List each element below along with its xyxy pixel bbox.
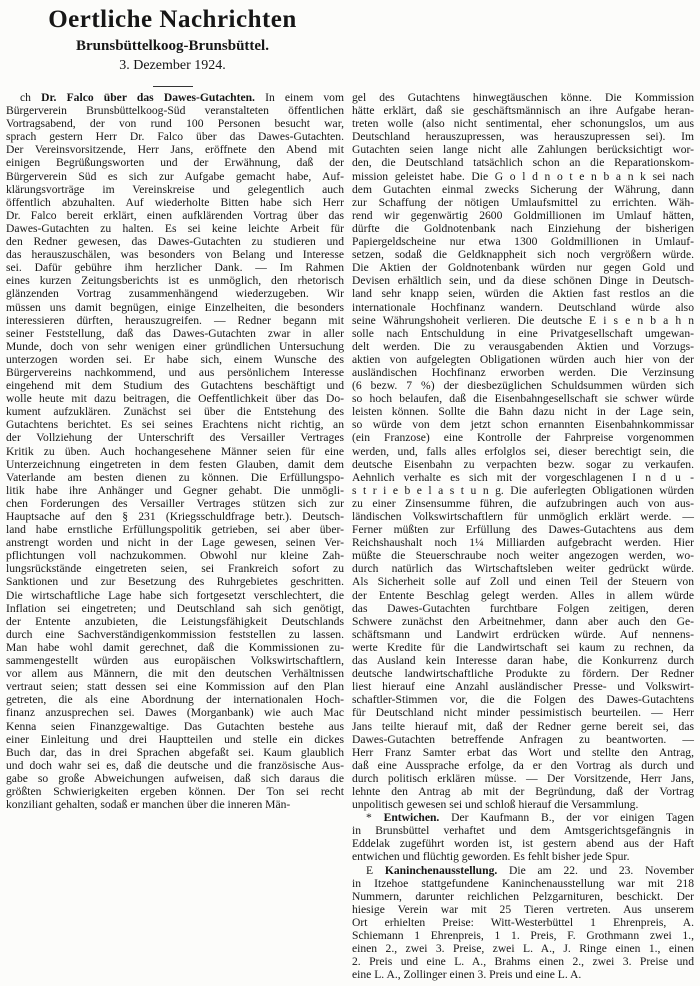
text-line: Als Sicherheit solle auf Zoll und einen Teil der Steuern von: [352, 575, 694, 589]
text-line: Eddelak zugeführt worden ist, ist gestern abend aus der Haft: [352, 837, 694, 851]
text-line: setzen, sodaß die Geldknappheit sich noch vergrößern würde.: [352, 248, 694, 262]
article-header: [0, 6, 345, 87]
text-line: Buch dar, das in drei Sprachen abgefaßt sei. Kaum glaublich: [6, 745, 344, 759]
text-line: wolle heute mit dazu beitragen, die Oeffentlichkeit über das Do-: [6, 392, 344, 406]
text-line: Ort erhielten Preise: Witt-Westerbüttel 1 Ehrenpreis, A.: [352, 915, 694, 929]
text-line: rend wir gegenwärtig 2600 Goldmillionen im Umlauf hätten,: [352, 208, 694, 222]
text-line: seine Währungshoheit verlieren. Die deutsche E i s e n b a h n: [352, 313, 694, 327]
text-line: Bürgervereins nachkommend, und aus persönlichem Interesse: [6, 365, 344, 379]
text-line: Bürgerverein Süd es sich zur Aufgabe gemacht habe, Auf-: [6, 169, 344, 183]
text-line: anstrengt worden und nicht in der Lage gewesen, seinen Ver-: [6, 536, 344, 550]
text-line: leisten können. Sollte die Bahn dazu nicht in der Lage sein,: [352, 405, 694, 419]
text-segment: *: [366, 811, 384, 825]
text-line: das Ausland kein Interesse daran habe, die Konkurrenz durch: [352, 654, 694, 668]
text-line: Jans teilte hierauf mit, daß der Redner gerne bereit sei, das: [352, 719, 694, 733]
text-line: schaftler-Stimmen vor, die die Folgen des Dawes-Gutachtens: [352, 693, 694, 707]
text-line: pflichtungen voll nachzukommen. Obwohl nur kleine Zah-: [6, 549, 344, 563]
text-line: land habe ernstliche Erfüllungspolitik getrieben, sei aber über-: [6, 523, 344, 537]
text-line: Dawes-Gutachten betreffende Anfragen zu beantworten. —: [352, 732, 694, 746]
text-line: dem Gutachten einmal zwecks Sicherung der Währung, dann: [352, 182, 694, 196]
text-line: (ein Franzose) eine Kontrolle der Fahrpreise vorgenommen: [352, 431, 694, 445]
text-segment: E: [366, 863, 385, 877]
text-line: aktien von aufgelegten Obligationen würden auch hier von der: [352, 352, 694, 366]
text-line: für Deutschland nicht minder pessimistisch beurteilen. — Herr: [352, 706, 694, 720]
text-line: öffentlich abzuhalten. Auf wiederholte Bitten habe sich Herr: [6, 195, 344, 209]
text-line: deutsche Eisenbahn zu verpachten bezw. sogar zu verkaufen.: [352, 457, 694, 471]
text-line: in Itzehoe stattgefundene Kaninchenausstellung war mit 218: [352, 876, 694, 890]
text-line: finanz anzusprechen sei. Dawes (Morganbank) wie auch Mac: [6, 706, 344, 720]
text-line: Sanktionen und zur Besetzung des Ruhrgebietes geschritten.: [6, 575, 344, 589]
text-line: sammengestellt würden aus europäischen Volkswirtschaftlern,: [6, 654, 344, 668]
location-heading: Brunsbüttelkoog-Brunsbüttel.: [76, 38, 269, 54]
text-segment: ch: [20, 91, 42, 104]
text-line: einigen Begrüßungsworten und der Erwähnung, daß der: [6, 156, 344, 170]
text-line: einen 2., zwei 3. Preise, zwei L. A., J. Ringe einen 1., einen: [352, 942, 694, 956]
text-line: delt werden. Die zu verausgabenden Aktien und Vorzugs-: [352, 339, 694, 353]
text-line: [6, 91, 344, 104]
text-line: kument aufzuklären. Zunächst sei über die Entstehung des: [6, 405, 344, 419]
text-line: vor allem aus Männern, die mit den deutschen Verhältnissen: [6, 667, 344, 681]
text-line: schäftsmann und Landwirt erdrücken würde. Auf nennens-: [352, 627, 694, 641]
text-line: gel des Gutachtens hinwegtäuschen könne. Die Kommission: [352, 91, 694, 104]
text-line: ländischen Volkswirtschaftlern für unmöglich erklärt werde. —: [352, 510, 694, 523]
text-line: Kenna seien Finanzgewaltige. Das Gutachten bestehe aus: [6, 719, 344, 733]
text-line: Devisen erhältlich sein, und da diese schönen Dinge in Deutsch-: [352, 274, 694, 288]
text-line: litik habe ihre Anhänger und Gegner gehabt. Die unmögli-: [6, 483, 344, 497]
text-line: glänzenden Vortrag zusammenhängend wiederzugeben. Wir: [6, 287, 344, 301]
text-line: daß eine Aussprache erfolge, da er den Vortrag als durch und: [352, 758, 694, 772]
text-line: größten Schwierigkeiten ergeben können. Der Ton sei recht: [6, 784, 344, 798]
text-line: Reichshaushalt noch 1¼ Milliarden aufgebracht werden. Hier: [352, 536, 694, 550]
text-line: Gutachten seien lange nicht alle Zahlungen berücksichtigt wor-: [352, 143, 694, 157]
text-line: unpolitisch gewesen sei und schloß hierauf die Versammlung.: [352, 798, 639, 812]
text-line: Die wirtschaftliche Lage habe sich fortgesetzt verschlechtert, die: [6, 588, 344, 602]
article-headline: Kaninchenausstellung.: [384, 863, 498, 877]
text-line: Hauptsache auf den § 231 (Kriegsschuldfrage betr.). Deutsch-: [6, 510, 344, 523]
text-segment: Die am 22. und 23. November: [497, 863, 695, 877]
text-line: ausländischen Hochfinanz erworben werden. Die Verzinsung: [352, 365, 694, 379]
text-line: hiesige Verein war mit 25 Tieren vertreten. Aus unserem: [352, 902, 694, 916]
left-column: [6, 91, 344, 811]
text-line: Nummern, darunter reichlichen Pelzgarnituren, beschickt. Der: [352, 889, 694, 903]
text-line: Aehnlich verhalte es sich mit der vorgeschlagenen I n d u -: [352, 470, 694, 484]
text-line: Munde, doch von sehr wenigen einer gründlichen Untersuchung: [6, 339, 344, 353]
text-line: durch politisch erklären müsse. — Der Vorsitzende, Herr Jans,: [352, 771, 694, 785]
text-line: in Brunsbüttel verhaftet und dem Amtsgerichtsgefängnis in: [352, 824, 694, 838]
divider: [153, 86, 193, 87]
text-line: Kritik zu üben. Auch hochangesehene Männer seien für eine: [6, 444, 344, 458]
text-line: durch eine Sachverständigenkommission feststellen zu lassen.: [6, 627, 344, 641]
text-line: Schiemann 1 Ehrenpreis, 1 1. Preis, F. Grothmann zwei 1.,: [352, 929, 694, 942]
text-line: mission geleistet habe. Die G o l d n o t e n b a n k sei nach: [352, 169, 694, 183]
text-line: sprach gestern Herr Dr. Falco über das Dawes-Gutachten.: [6, 130, 344, 144]
article-headline: Dr. Falco über das Dawes-Gutachten.: [41, 91, 255, 104]
text-segment: Der Kaufmann B., der vor einigen Tagen: [439, 811, 694, 825]
text-line: gabe so große Abweichungen aufweisen, daß sich daraus die: [6, 771, 344, 785]
text-line: deutsche landwirtschaftliche Produkte zu fördern. Der Redner: [352, 667, 694, 681]
article-headline: Entwichen.: [383, 811, 440, 825]
text-line: dürfte die Goldnotenbank nach Einziehung der bisherigen: [352, 221, 694, 235]
text-line: liest hierauf eine Anzahl ausländischer Presse- und Volkswirt-: [352, 680, 694, 694]
text-line: Gutachtens berichtet. Es sei seines Erachtens nicht richtig, an: [6, 418, 344, 432]
text-line: Der Vereinsvorsitzende, Herr Jans, eröffnete den Abend mit: [6, 143, 344, 157]
text-line: klärungsvorträge im Vereinskreise und gelegentlich auch: [6, 182, 344, 196]
text-line: (6 bezw. 7 %) der diesbezüglichen Schuldsummen würden sich: [352, 379, 694, 393]
text-line: Vortragsabend, der von rund 100 Personen besucht war,: [6, 117, 344, 131]
text-line: das herauszuschälen, was besonders von Belang und Interesse: [6, 248, 344, 262]
text-line: Unterzeichnung eingetreten in dem festen Glauben, damit dem: [6, 457, 344, 471]
text-line: Bürgerverein Brunsbüttelkoog-Süd veranstalteten öffentlichen: [6, 104, 344, 118]
text-line: eine L. A., Zollinger einen 3. Preis und eine L. A.: [352, 968, 582, 982]
text-line: einer Einleitung und drei Hauptteilen und stelle ein dickes: [6, 732, 344, 746]
text-line: der Entente Beschlag gelegt werden. Alles in allem würde: [352, 588, 694, 602]
text-line: werte Kredite für die Landwirtschaft sei kaum zu rechnen, da: [352, 640, 694, 654]
text-line: interessieren dürften, herauszugreifen. — Redner begann mit: [6, 313, 344, 327]
text-line: der Entente anzubieten, die Leistungsfähigkeit Deutschlands: [6, 614, 344, 628]
text-line: zur Schaffung der nötigen Umlaufsmittel zu errichten. Wäh-: [352, 195, 694, 209]
text-line: zu einer Zinsensumme führen, die aufzubringen auch von aus-: [352, 496, 694, 510]
text-line: Papiergeldscheine nur etwa 1300 Goldmillionen in Umlauf-: [352, 235, 694, 249]
text-line: so würde von dem jetzt schon ernannten Eisenbahnkommissar: [352, 418, 694, 432]
text-line: das Dawes-Gutachten furchtbare Folgen zeitigen, deren: [352, 601, 694, 615]
section-title: Oertliche Nachrichten: [48, 6, 297, 33]
text-line: Herr Franz Samter erbat das Wort und stellte den Antrag,: [352, 745, 694, 759]
text-line: Inflation sei eingetreten; und Deutschland sah sich genötigt,: [6, 601, 344, 615]
text-line: [352, 864, 694, 877]
text-line: werden, und, falls alles erfolglos sei, dieser berechtigt sein, die: [352, 444, 694, 458]
text-line: müssen uns damit begnügen, einige Einzelheiten, die besonders: [6, 300, 344, 314]
text-line: seiner Feststellung, daß das Dawes-Gutachten zwar in aller: [6, 326, 344, 340]
text-line: getreten, die als eine Abordnung der internationalen Hoch-: [6, 693, 344, 707]
text-line: Vaterlande am besten dienen zu können. Die Erfüllungspo-: [6, 470, 344, 484]
text-line: müßte die Steuerschraube noch weiter angezogen werden, wo-: [352, 549, 694, 563]
text-line: den, die Deutschland tatsächlich schon an die Reparationskom-: [352, 156, 694, 170]
text-line: Dr. Falco bereit erklärt, einen aufklärenden Vortrag über das: [6, 208, 344, 222]
text-line: konziliant gehalten, sodaß er manchen über die inneren Män-: [6, 798, 291, 812]
text-line: Dawes-Gutachten zu halten. Es sei keine leichte Arbeit für: [6, 221, 344, 235]
text-line: eines kurzen Zeitungsberichts ist es unmöglich, den rhetorisch: [6, 274, 344, 288]
text-line: treten wolle (also nicht sentimental, eher schonungslos, um aus: [352, 117, 694, 131]
right-column: [352, 91, 694, 981]
text-line: Ferner müßten zur Erfüllung des Dawes-Gutachtens aus dem: [352, 523, 694, 537]
text-line: Deutschland herauszupressen, was herauszupressen sei). Im: [352, 130, 694, 144]
text-segment: In einem vom: [254, 91, 344, 104]
text-line: Schwere zunächst den Arbeitnehmer, dann aber auch den Ge-: [352, 614, 694, 628]
text-line: lungsrückstände eingetreten seien, sei Frankreich sofort zu: [6, 562, 344, 576]
text-line: entwichen und flüchtig geworden. Es fehlt bisher jede Spur.: [352, 850, 630, 864]
text-line: den Redner gewesen, das Dawes-Gutachten zu studieren und: [6, 235, 344, 249]
text-line: chen Forderungen des Versailler Vertrages stützen sich zur: [6, 496, 344, 510]
text-line: internationale Hochfinanz wandern. Deutschland würde also: [352, 300, 694, 314]
text-line: vertraut seien; statt dessen sei eine Kommission auf den Plan: [6, 680, 344, 694]
text-line: unterzogen worden sei. Er habe sich, einem Wunsche des: [6, 352, 344, 366]
text-line: sei. Dafür gebühre ihm herzlicher Dank. — Im Rahmen: [6, 261, 344, 275]
text-line: und doch wahr sei es, daß die deutsche und die französische Aus-: [6, 758, 344, 772]
text-line: Die Aktien der Goldnotenbank würden nur gegen Gold und: [352, 261, 694, 275]
text-line: Man habe wohl damit gerechnet, daß die Kommissionen zu-: [6, 640, 344, 654]
text-line: durch natürlich das Wirtschaftsleben weiter gedrückt würde.: [352, 562, 694, 576]
text-line: eingehend mit dem Studium des Gutachtens beschäftigt und: [6, 379, 344, 393]
text-line: s t r i e b e l a s t u n g. Die auferlegten Obligationen würden: [352, 483, 694, 497]
text-line: der Vollziehung der Unterschrift des Versailler Vertrages: [6, 431, 344, 445]
text-line: so hoch belaufen, daß die Eisenbahngesellschaft sie schwer würde: [352, 392, 694, 406]
date-line: 3. Dezember 1924.: [119, 58, 226, 73]
text-line: lehnte den Antrag ab mit der Begründung, daß der Vortrag: [352, 784, 694, 798]
text-line: hätte erklärt, daß sie geschäftsmännisch an ihre Aufgabe heran-: [352, 104, 694, 118]
text-line: solle nach Entschuldung in eine Privatgesellschaft umgewan-: [352, 326, 694, 340]
text-line: land sehr knapp seien, würden die Aktien fast restlos an die: [352, 287, 694, 301]
text-line: 2. Preis und eine L. A., Brahms einen 2., zwei 3. Preise und: [352, 955, 694, 969]
text-line: [352, 811, 694, 824]
